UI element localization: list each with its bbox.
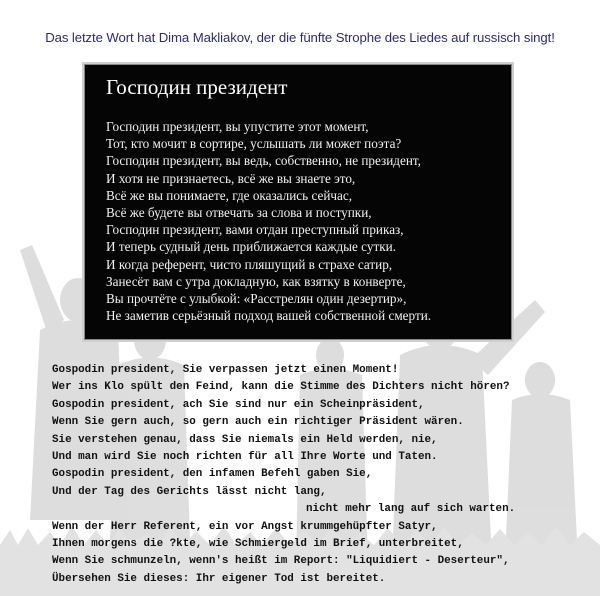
russian-lyric-line: Не заметив серьёзный подход вашей собственной смерти. (106, 308, 432, 324)
german-lyric-line: Sie verstehen genau, dass Sie niemals ein Held werden, nie, (52, 433, 438, 446)
german-lyric-line: Und man wird Sie noch richten für all Ihre Worte und Taten. (52, 451, 438, 464)
german-translation-block (52, 362, 572, 588)
german-lyric-line: Wenn Sie gern auch, so gern auch ein richtiger Präsident wären. (52, 416, 464, 429)
russian-lyric-line: И теперь судный день приближается каждые сутки. (106, 239, 396, 255)
german-lyric-line: Wenn der Herr Referent, ein vor Angst krummgehüpfter Satyr, (52, 520, 438, 533)
german-lyric-line: Übersehen Sie dieses: Ihr eigener Tod ist bereitet. (52, 572, 386, 585)
german-lyric-line: Ihnen morgens die ?kte, wie Schmiergeld im Brief, unterbreitet, (52, 538, 464, 551)
russian-lyric-line: Господин президент, вами отдан преступный приказ, (106, 222, 404, 238)
russian-lyric-line: Вы прочтёте с улыбкой: «Расстрелян один дезертир», (106, 291, 407, 307)
russian-lyric-line: Всё же будете вы отвечать за слова и поступки, (106, 205, 372, 221)
russian-song-title: Господин президент (106, 75, 288, 99)
german-lyric-line: Und der Tag des Gerichts lässt nicht lang, (52, 485, 327, 498)
russian-lyric-line: Тот, кто мочит в сортире, услышать ли может поэта? (106, 136, 402, 152)
russian-lyric-line: И когда референт, чисто пляшущий в страхе сатир, (106, 256, 393, 272)
russian-lyric-line: Всё же вы понимаете, где оказались сейчас, (106, 187, 353, 203)
russian-lyric-line: Занесёт вам с утра докладную, как взятку в конверте, (106, 273, 406, 289)
headline: Das letzte Wort hat Dima Makliakov, der die fünfte Strophe des Liedes auf russisch singt! (45, 30, 555, 45)
russian-lyric-line: Господин президент, вы упустите этот момент, (106, 119, 369, 134)
russian-lyric-line: И хотя не признаетесь, всё же вы знаете это, (106, 170, 356, 186)
german-lyric-line: Gospodin president, Sie verpassen jetzt einen Moment! (52, 364, 399, 376)
german-lyric-line: Gospodin president, den infamen Befehl gaben Sie, (52, 468, 373, 481)
russian-lyrics-box (82, 62, 514, 342)
german-lyric-line: Wer ins Klo spült den Feind, kann die Stimme des Dichters nicht hören? (52, 381, 510, 394)
german-lyric-line: Wenn Sie schmunzeln, wenn's heißt im Report: "Liquidiert - Deserteur", (52, 555, 510, 568)
russian-lyric-line: Господин президент, вы ведь, собственно, не президент, (106, 153, 421, 169)
german-lyric-line: Gospodin president, ach Sie sind nur ein Scheinpräsident, (52, 398, 425, 411)
german-lyric-line-continuation: nicht mehr lang auf sich warten. (306, 503, 516, 516)
